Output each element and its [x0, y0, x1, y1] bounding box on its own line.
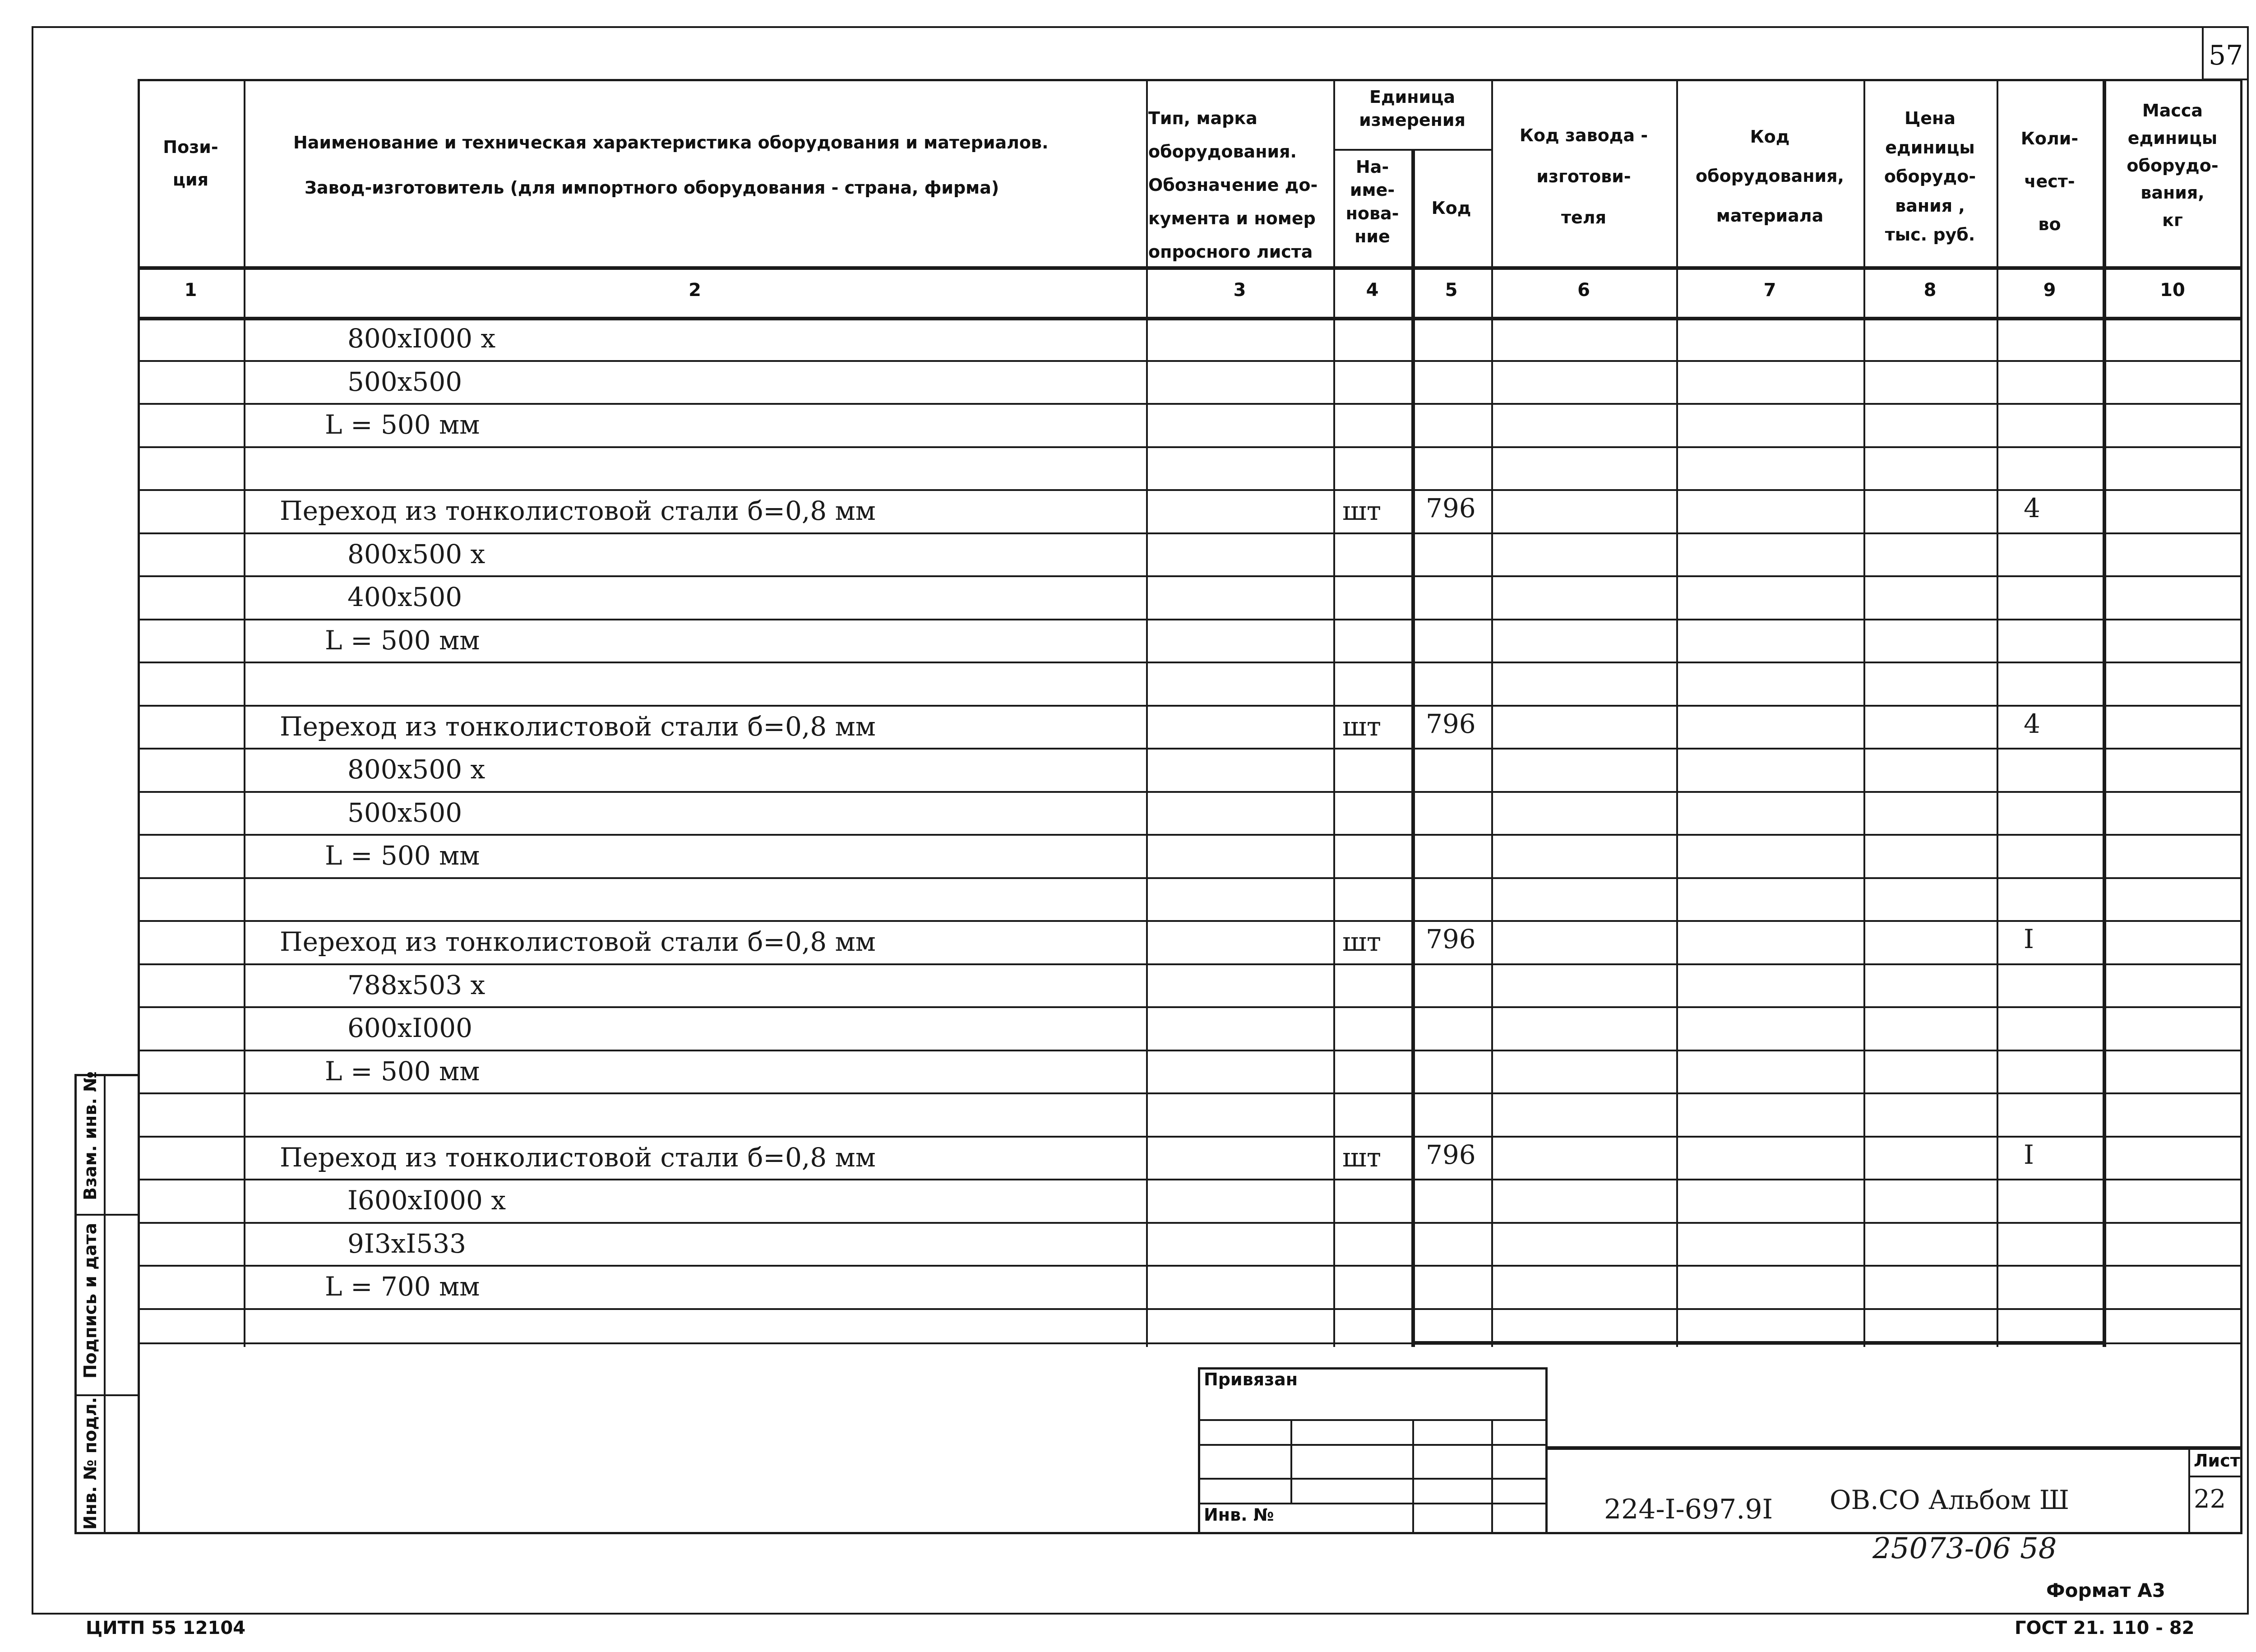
row-divider — [138, 791, 2242, 793]
row-divider — [138, 1308, 2242, 1310]
col-line-9 — [2103, 79, 2106, 1347]
side-label-vzam: Взам. инв. № — [80, 1071, 100, 1200]
row-unit: шт — [1342, 711, 1382, 742]
colnum-3: 3 — [1233, 280, 1246, 301]
page-number: 57 — [2209, 40, 2243, 71]
row-unit-code: 796 — [1426, 924, 1476, 954]
row-name: 600хI000 — [347, 1013, 473, 1043]
row-divider — [138, 1006, 2242, 1008]
side-label-podpis: Подпись и дата — [80, 1222, 100, 1379]
colnum-2: 2 — [689, 280, 701, 301]
side-stamp-div1 — [74, 1214, 138, 1216]
row-name: I600хI000 х — [347, 1185, 506, 1216]
row-divider — [138, 489, 2242, 491]
row-divider — [138, 834, 2242, 836]
row-divider — [138, 1136, 2242, 1138]
row-divider — [138, 403, 2242, 405]
titleblock-list-divider — [2188, 1446, 2190, 1534]
row-divider — [138, 1179, 2242, 1180]
colnum-5: 5 — [1445, 280, 1458, 301]
footer-format: Формат А3 — [2046, 1579, 2165, 1601]
header-equipment-code: Код оборудования, материала — [1696, 127, 1844, 226]
header-position: Пози- ция — [163, 137, 218, 190]
row-name: 788х503 х — [347, 970, 485, 1000]
row-quantity: 4 — [2024, 708, 2040, 739]
row-name: 800хI000 х — [347, 323, 496, 354]
col-line-1 — [244, 79, 245, 1347]
col-line-3 — [1333, 79, 1335, 1347]
row-divider — [138, 877, 2242, 879]
titleblock-list-value: 22 — [2194, 1485, 2226, 1514]
row-name: 500х500 — [347, 366, 462, 397]
row-divider — [138, 532, 2242, 534]
titleblock-list-line — [2188, 1476, 2242, 1477]
row-divider — [138, 1265, 2242, 1267]
stamp-vline-1 — [1290, 1419, 1292, 1503]
row-name: 400х500 — [347, 582, 462, 612]
col-line-5 — [1491, 79, 1493, 1347]
colnum-1: 1 — [184, 280, 197, 301]
stamp-vline-3 — [1491, 1419, 1493, 1534]
row-divider — [138, 1092, 2242, 1094]
row-unit: шт — [1342, 926, 1382, 957]
header-factory-code: Код завода - изготови- теля — [1519, 125, 1648, 228]
row-unit-code: 796 — [1426, 493, 1476, 523]
side-stamp-div2 — [74, 1394, 138, 1396]
row-divider — [138, 360, 2242, 362]
header-unit-code: Код — [1431, 198, 1471, 218]
row-name: L = 500 мм — [325, 840, 480, 871]
row-name: L = 500 мм — [325, 1056, 480, 1087]
colnum-6: 6 — [1577, 280, 1590, 301]
header-price: Цена единицы оборудо- вания , тыс. руб. — [1884, 108, 1976, 245]
row-unit: шт — [1342, 1142, 1382, 1173]
row-unit-code: 796 — [1426, 708, 1476, 739]
stamp-inv-label: Инв. № — [1204, 1505, 1274, 1525]
row-name: L = 700 мм — [325, 1271, 480, 1302]
colnum-10: 10 — [2160, 280, 2185, 301]
side-stamp-inner — [104, 1074, 106, 1534]
colnum-8: 8 — [1923, 280, 1937, 301]
row-divider — [138, 963, 2242, 965]
row-quantity: 4 — [2024, 493, 2040, 523]
header-name-line1: Наименование и техническая характеристика оборудования и материалов. — [293, 133, 1049, 153]
side-label-inv: Инв. № подл. — [80, 1397, 100, 1530]
footer-left: ЦИТП 55 12104 — [86, 1618, 246, 1638]
titleblock-doc-code: 224-I-697.9I — [1604, 1494, 1773, 1525]
colnum-7: 7 — [1763, 280, 1776, 301]
row-divider — [138, 1222, 2242, 1224]
col-line-6 — [1676, 79, 1678, 1347]
row-name: 500х500 — [347, 797, 462, 828]
col-line-8 — [1997, 79, 1998, 1347]
stamp-vline-2 — [1412, 1419, 1414, 1534]
titleblock-album: ОВ.СО Альбом Ш — [1830, 1485, 2069, 1515]
row-divider — [138, 575, 2242, 577]
row-divider — [138, 748, 2242, 750]
row-name: Переход из тонколистовой стали б=0,8 мм — [280, 1142, 876, 1173]
colnum-4: 4 — [1366, 280, 1379, 301]
header-type: Тип, марка оборудования. Обозначение до- кумента и номер опросного листа — [1148, 108, 1318, 262]
stamp-privyazan: Привязан — [1204, 1370, 1298, 1389]
row-divider — [138, 662, 2242, 663]
row-divider — [138, 1050, 2242, 1051]
header-name-line2: Завод-изготовитель (для импортного оборудования - страна, фирма) — [305, 178, 999, 198]
rows-end-thick — [1411, 1341, 2106, 1345]
colnum-divider — [138, 317, 2242, 320]
row-name: 800х500 х — [347, 539, 485, 569]
col-line-2 — [1146, 79, 1148, 1347]
row-name: 9I3хI533 — [347, 1228, 467, 1259]
row-divider — [138, 619, 2242, 620]
header-mass: Масса единицы оборудо- вания, кг — [2127, 101, 2219, 231]
row-name: L = 500 мм — [325, 625, 480, 656]
row-quantity: I — [2024, 1139, 2034, 1170]
stamp-line-3 — [1198, 1478, 1548, 1480]
row-unit: шт — [1342, 495, 1382, 526]
handwritten-ref: 25073-06 58 — [1872, 1532, 2057, 1565]
row-quantity: I — [2024, 924, 2034, 954]
row-name: L = 500 мм — [325, 409, 480, 440]
row-name: Переход из тонколистовой стали б=0,8 мм — [280, 711, 876, 742]
stamp-line-2 — [1198, 1444, 1548, 1446]
titleblock-list-label: Лист — [2194, 1451, 2240, 1471]
stamp-line-1 — [1198, 1419, 1548, 1421]
header-unit-group: Единица измерения — [1359, 87, 1465, 130]
row-divider — [138, 446, 2242, 448]
stamp-line-5 — [1198, 1503, 1548, 1504]
header-unit-name: На- име- нова- ние — [1345, 157, 1399, 246]
titleblock-top — [1548, 1446, 2242, 1450]
header-quantity: Коли- чест- во — [2020, 129, 2079, 234]
row-divider — [138, 705, 2242, 707]
footer-gost: ГОСТ 21. 110 - 82 — [2015, 1618, 2195, 1638]
row-name: 800х500 х — [347, 754, 485, 785]
col-line-7 — [1863, 79, 1865, 1347]
row-name: Переход из тонколистовой стали б=0,8 мм — [280, 926, 876, 957]
colnum-9: 9 — [2043, 280, 2056, 301]
row-name: Переход из тонколистовой стали б=0,8 мм — [280, 495, 876, 526]
row-divider — [138, 920, 2242, 922]
row-unit-code: 796 — [1426, 1139, 1476, 1170]
